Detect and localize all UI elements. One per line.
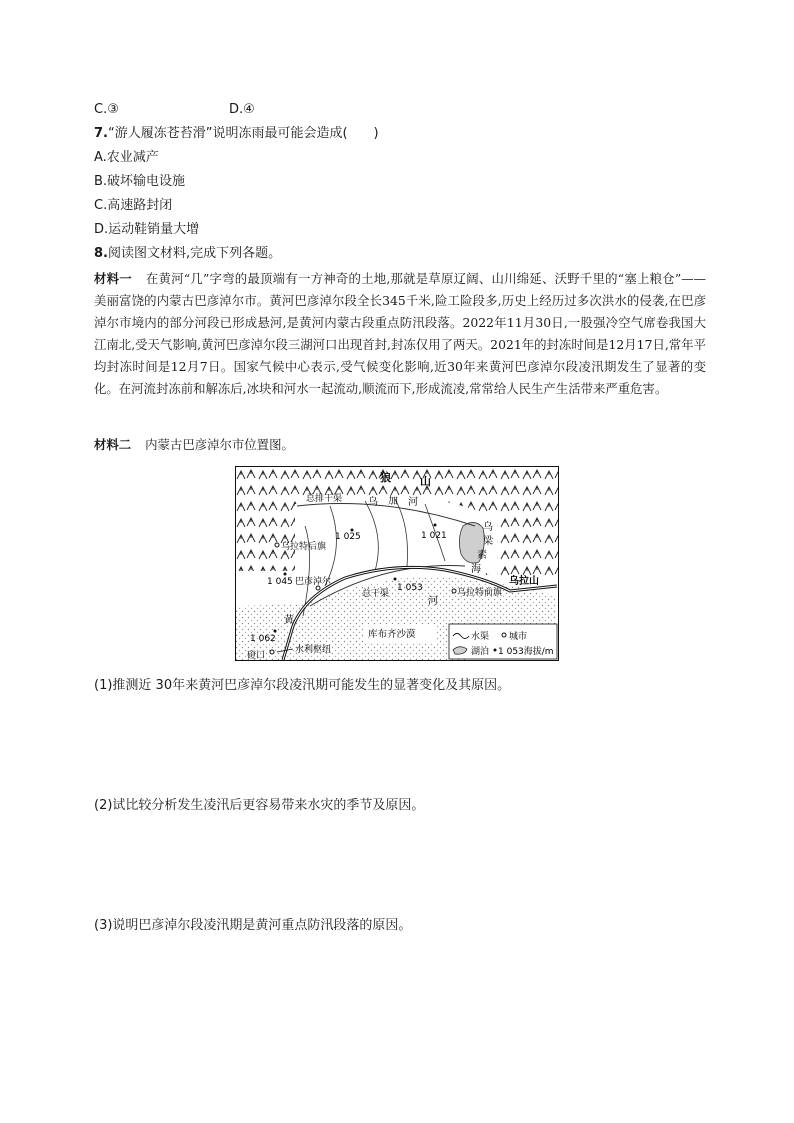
- q6-option-c: C.③: [94, 102, 119, 117]
- city-qianqi-dot: [452, 589, 456, 593]
- legend-lake: 湖泊: [471, 647, 490, 657]
- legend-city: 城市: [509, 632, 528, 642]
- map-label-elev-3: 1 045: [267, 577, 293, 587]
- map-label-wujia-3: 河: [408, 497, 418, 508]
- material-1-text: 在黄河“几”字弯的最顶端有一方神奇的土地,那就是草原辽阔、山川绵延、沃野千里的“塞上粮仓”——美丽富饶的内蒙古巴彦淖尔市。黄河巴彦淖尔段全长345千米,险工险段多,历史上经历过多次洪水的侵袭,在巴彦淖尔市境内的部分河段已形成悬河,是黄河内蒙古段重点防汛段落。2022年11月30日,一股强冷空气席卷我国大江南北,受天气影响,黄河巴彦淖尔段三湖河口出现首封,封冻仅用了两天。2021年的封冻时间是12月17日,常年平均封冻时间是12月7日。国家气候中心表示,受气候变化影响,近30年来黄河巴彦淖尔段凌汛期发生了显著的变化。在河流封冻前和解冻后,冰块和河水一起流动,顺流而下,形成流凌,常常给人民生产生活带来严重危害。: [94, 271, 707, 396]
- q7-option-d: D.运动鞋销量大增: [94, 222, 200, 237]
- map-label-lake-2: 梁: [483, 536, 493, 547]
- q7-number: 7.: [94, 126, 108, 141]
- material-2-text: 内蒙古巴彦淖尔市位置图。: [145, 437, 294, 452]
- map-label-lake-3: 素: [477, 550, 487, 561]
- map-label-desert: 库布齐沙漠: [368, 629, 416, 640]
- material-2-label: 材料二: [94, 437, 132, 452]
- elev-dot-3: [284, 573, 287, 576]
- q8-sub1: (1)推测近 30年来黄河巴彦淖尔段凌汛期可能发生的显著变化及其原因。: [94, 678, 511, 693]
- elev-dot-5: [274, 630, 277, 633]
- q7-option-c: C.高速路封闭: [94, 198, 173, 213]
- map-label-lake-4: 海: [471, 564, 481, 575]
- map-label-dengkou: 磴口: [247, 651, 266, 661]
- q7-stem: [94, 124, 379, 144]
- q7-stem-text: “游人履冻苍苔滑”说明冻雨最可能会造成( ): [107, 126, 379, 141]
- map-label-elev-4: 1 053: [397, 583, 423, 593]
- map-label-hub: 水利枢纽: [295, 645, 332, 655]
- map-label-qianqi: 乌拉特前旗: [457, 588, 503, 598]
- map-label-lake-1: 乌: [483, 522, 493, 533]
- q8-sub2: (2)试比较分析发生凌汛后更容易带来水灾的季节及原因。: [94, 798, 425, 813]
- material-2: [94, 434, 706, 456]
- map-label-canal-top: 总排干渠: [306, 494, 343, 504]
- legend-city-symbol: [502, 633, 506, 637]
- bayannur-location-map: [235, 466, 559, 661]
- map-label-elev-2: 1 021: [421, 531, 447, 541]
- map-label-wujia-2: 加: [388, 496, 398, 507]
- material-1: [94, 268, 706, 400]
- elev-dot-4: [394, 578, 397, 581]
- map-label-elev-5: 1 062: [250, 634, 276, 644]
- elev-dot-2: [434, 524, 437, 527]
- west-mountains: [236, 511, 296, 571]
- legend-elev-symbol: [494, 649, 497, 652]
- q6-option-d: D.④: [229, 102, 255, 117]
- city-dengkou-dot: [270, 650, 274, 654]
- q7-option-a: A.农业减产: [94, 150, 159, 165]
- q7-option-b: B.破坏输电设施: [94, 174, 186, 189]
- map-label-bayannur: 巴彦淖尔: [295, 577, 332, 587]
- q8-number: 8.: [94, 246, 108, 261]
- legend-canal: 水渠: [471, 632, 490, 642]
- q8-stem: [94, 244, 281, 264]
- city-houqi-dot: [275, 543, 279, 547]
- map-label-lang: 狼: [380, 471, 391, 484]
- map-label-houqi: 乌拉特后旗: [281, 542, 327, 552]
- map-label-wulashan: 乌拉山: [509, 576, 539, 587]
- map-label-elev-1: 1 025: [335, 532, 361, 542]
- q8-stem-text: 阅读图文材料,完成下列各题。: [107, 246, 282, 261]
- map-label-wujia-1: 乌: [368, 497, 378, 508]
- map-label-main-canal: 总干渠: [362, 589, 390, 599]
- map-label-huang: 黄: [284, 615, 294, 626]
- q8-sub3: (3)说明巴彦淖尔段凌汛期是黄河重点防汛段落的原因。: [94, 918, 412, 933]
- map-label-river-he: 河: [428, 596, 438, 607]
- material-1-label: 材料一: [94, 271, 132, 286]
- legend-elev: 1 053海拔/m: [498, 647, 554, 657]
- map-label-shan: 山: [420, 475, 431, 488]
